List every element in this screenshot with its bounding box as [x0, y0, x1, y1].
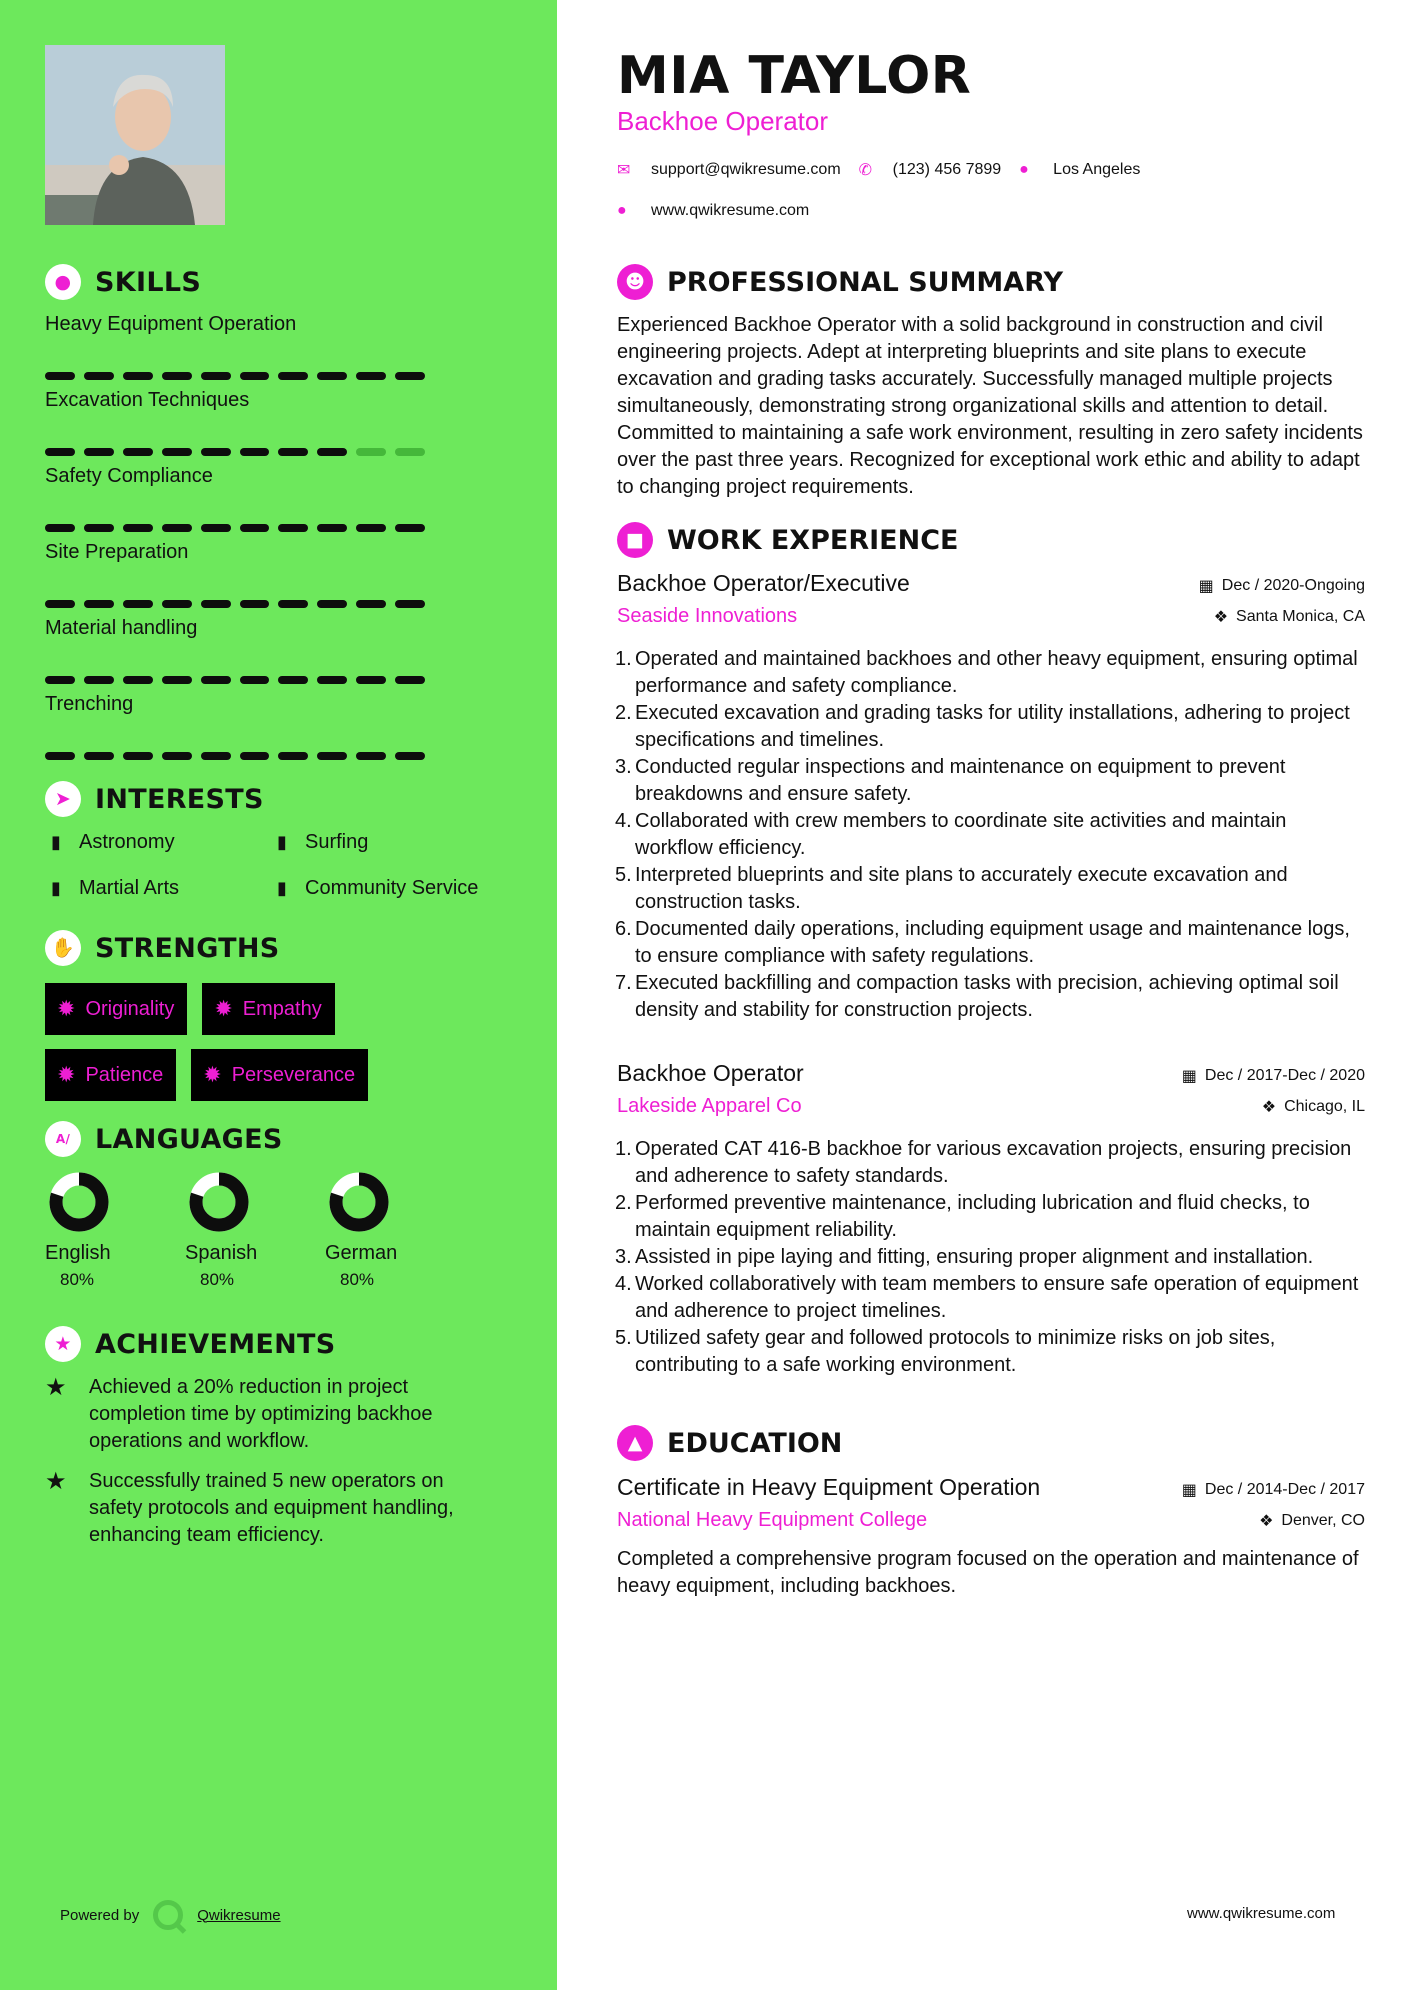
skill-name: Material handling: [45, 617, 198, 639]
contact-location: Los Angeles: [1053, 161, 1141, 178]
skill-level-segment: [162, 600, 192, 608]
interest-label: Community Service: [305, 876, 479, 899]
achievements-title: ACHIEVEMENTS: [95, 1328, 336, 1360]
skill-level-segment: [356, 372, 386, 380]
skill-level-segment: [317, 600, 347, 608]
job-dates-text: Dec / 2017-Dec / 2020: [1204, 1067, 1365, 1084]
skill-level-segment: [201, 600, 231, 608]
skill-level-segment: [395, 524, 425, 532]
skill-level-segment: [45, 752, 75, 760]
qwikresume-logo-icon: [153, 1900, 183, 1930]
powered-by-label: Powered by: [60, 1906, 140, 1924]
education-location: [1259, 1511, 1365, 1531]
skill-level-segment: [240, 752, 270, 760]
calendar-icon: ▦: [1181, 1068, 1197, 1085]
pin-icon: ❖: [1261, 1099, 1277, 1116]
badge-burst-icon: ✹: [57, 1062, 76, 1087]
skill-item: [45, 690, 425, 760]
summary-title: PROFESSIONAL SUMMARY: [667, 266, 1064, 298]
summary-text: Experienced Backhoe Operator with a solid background in construction and civil engineering projects. Adept at interpreting blueprints and site plans to execute excavation and grading tasks accurately. Successfully managed multiple projects simultaneously, demonstrating strong organizational skills and attention to detail. Committed to maintaining a safe work environment, resulting in zero safety incidents over the past three years. Recognized for exceptional work ethic and ability to adapt to changing project requirements.: [617, 314, 1363, 498]
skill-level-segment: [356, 752, 386, 760]
skill-level-segment: [356, 448, 386, 456]
translate-icon: A/: [45, 1121, 81, 1157]
contact-phone[interactable]: (123) 456 7899: [892, 161, 1002, 178]
skill-level-segment: [317, 524, 347, 532]
skill-level-segment: [317, 752, 347, 760]
skill-level-segment: [395, 752, 425, 760]
contact-row: [617, 160, 1140, 180]
contact-website[interactable]: www.qwikresume.com: [651, 202, 810, 219]
experience-title: WORK EXPERIENCE: [667, 524, 959, 556]
badge-burst-icon: ✹: [57, 996, 76, 1021]
experience-heading: [617, 522, 958, 558]
interest-item: [271, 876, 501, 900]
skill-level-segment: [162, 676, 192, 684]
job-company: Seaside Innovations: [617, 605, 798, 627]
achievements-heading: [45, 1326, 336, 1362]
skill-level-segment: [84, 448, 114, 456]
skill-level-segment: [240, 448, 270, 456]
job-entry: [617, 1060, 1365, 1379]
strength-badge: [45, 983, 187, 1035]
job-dates: [1199, 576, 1365, 596]
powered-by: [60, 1900, 281, 1930]
job-bullet: 5. Utilized safety gear and followed protocols to minimize risks on job sites, contributing to a safe working environment.: [615, 1327, 1276, 1376]
job-bullet: 3. Conducted regular inspections and maintenance on equipment to prevent breakdowns and ensure safety.: [615, 756, 1286, 805]
interest-item: [45, 830, 271, 854]
skill-item: [45, 538, 425, 608]
skill-level-segment: [123, 524, 153, 532]
language-item: [325, 1170, 465, 1290]
skill-level-segment: [278, 372, 308, 380]
skill-level-segment: [123, 676, 153, 684]
strength-label: Empathy: [242, 997, 322, 1020]
briefcase-icon: ■: [617, 522, 653, 558]
strengths-heading: [45, 930, 280, 966]
skill-level-segment: [201, 524, 231, 532]
language-name: German: [325, 1242, 398, 1264]
education-degree: Certificate in Heavy Equipment Operation: [617, 1474, 1041, 1500]
skill-level-segment: [84, 676, 114, 684]
phone-icon: ✆: [858, 162, 873, 179]
skill-level-segment: [201, 448, 231, 456]
interests-list: [45, 830, 505, 900]
skill-level-segment: [123, 448, 153, 456]
language-donut: [47, 1170, 111, 1234]
skill-level-segment: [84, 752, 114, 760]
skill-level-segment: [395, 600, 425, 608]
language-level: 80%: [60, 1270, 95, 1289]
strength-badge: [191, 1049, 368, 1101]
job-bullets: [617, 1136, 1365, 1379]
skill-level-segment: [278, 600, 308, 608]
education-dates-text: Dec / 2014-Dec / 2017: [1204, 1481, 1365, 1498]
language-level: 80%: [340, 1270, 375, 1289]
skill-level-segment: [395, 676, 425, 684]
job-location: [1262, 1097, 1365, 1117]
job-bullet: 2. Executed excavation and grading tasks for utility installations, adhering to project specifications and timelines.: [615, 702, 1350, 751]
lightbulb-icon: ●: [45, 264, 81, 300]
education-dates: [1182, 1480, 1365, 1500]
skill-level-bar: [45, 676, 425, 684]
interest-item: [271, 830, 501, 854]
skill-level-bar: [45, 372, 425, 380]
language-level: 80%: [200, 1270, 235, 1289]
website-row: [617, 202, 809, 220]
achievement-item: [45, 1374, 475, 1455]
job-bullet: 6. Documented daily operations, including equipment usage and maintenance logs, to ensure compliance with safety regulations.: [615, 918, 1350, 967]
star-icon: ★: [45, 1326, 81, 1362]
shooting-star-icon: ★: [45, 1374, 67, 1401]
languages-list: [45, 1170, 465, 1290]
skill-level-segment: [201, 676, 231, 684]
languages-heading: [45, 1121, 283, 1157]
skill-level-bar: [45, 524, 425, 532]
skill-level-segment: [356, 600, 386, 608]
candidate-name: MIA TAYLOR: [617, 46, 972, 106]
profile-photo-illustration: [45, 45, 225, 225]
interests-heading: [45, 781, 264, 817]
job-title: Backhoe Operator/Executive: [617, 570, 910, 596]
skill-name: Site Preparation: [45, 541, 189, 563]
paper-plane-icon: ➤: [45, 781, 81, 817]
job-bullet: 4. Worked collaboratively with team members to ensure safe operation of equipment and adherence to project timelines.: [615, 1273, 1359, 1322]
book-icon: ▮: [277, 831, 287, 852]
skill-level-segment: [240, 372, 270, 380]
skill-item: [45, 614, 425, 684]
interest-item: [45, 876, 271, 900]
job-bullet: 4. Collaborated with crew members to coordinate site activities and maintain workflow efficiency.: [615, 810, 1287, 859]
strengths-title: STRENGTHS: [95, 932, 280, 964]
job-location: [1214, 607, 1365, 627]
job-dates-text: Dec / 2020-Ongoing: [1221, 577, 1365, 594]
language-donut: [187, 1170, 251, 1234]
location-pin-icon: ●: [1019, 161, 1029, 178]
badge-burst-icon: ✹: [214, 996, 233, 1021]
skills-heading: [45, 264, 201, 300]
achievement-item: [45, 1468, 475, 1549]
skill-level-bar: [45, 752, 425, 760]
language-name: English: [45, 1242, 111, 1264]
skill-level-segment: [84, 372, 114, 380]
strength-badge: [45, 1049, 176, 1101]
job-company: Lakeside Apparel Co: [617, 1095, 802, 1117]
shooting-star-icon: ★: [45, 1468, 67, 1495]
strength-label: Perseverance: [231, 1063, 356, 1086]
skill-level-segment: [278, 752, 308, 760]
qwikresume-link[interactable]: Qwikresume: [197, 1906, 281, 1924]
language-donut: [327, 1170, 391, 1234]
skill-level-segment: [45, 524, 75, 532]
skill-level-segment: [395, 448, 425, 456]
education-heading: [617, 1425, 842, 1461]
education-school: National Heavy Equipment College: [617, 1509, 928, 1531]
skill-name: Safety Compliance: [45, 465, 213, 487]
achievement-text: Achieved a 20% reduction in project completion time by optimizing backhoe operations and workflow.: [89, 1376, 433, 1452]
strength-label: Patience: [85, 1063, 164, 1086]
job-bullet: 7. Executed backfilling and compaction tasks with precision, achieving optimal soil density and stability for construction projects.: [615, 972, 1339, 1021]
skill-level-segment: [240, 676, 270, 684]
job-location-text: Chicago, IL: [1284, 1098, 1365, 1115]
fist-icon: ✋: [45, 930, 81, 966]
skill-level-segment: [123, 752, 153, 760]
skill-item: [45, 310, 425, 380]
job-location-text: Santa Monica, CA: [1236, 608, 1365, 625]
skill-level-segment: [201, 372, 231, 380]
language-name: Spanish: [185, 1242, 258, 1264]
skill-level-segment: [45, 676, 75, 684]
contact-email[interactable]: support@qwikresume.com: [651, 161, 841, 178]
skill-item: [45, 386, 425, 456]
globe-icon: ●: [617, 202, 627, 219]
skill-item: [45, 462, 425, 532]
skill-level-segment: [240, 524, 270, 532]
user-icon: ☻: [617, 264, 653, 300]
language-item: [45, 1170, 185, 1290]
skill-level-segment: [162, 448, 192, 456]
interest-label: Astronomy: [79, 830, 175, 853]
graduation-cap-icon: ▲: [617, 1425, 653, 1461]
skill-level-segment: [123, 600, 153, 608]
skill-level-segment: [201, 752, 231, 760]
job-bullet: 5. Interpreted blueprints and site plans to accurately execute excavation and construction tasks.: [615, 864, 1288, 913]
candidate-role: Backhoe Operator: [617, 106, 829, 136]
skill-level-segment: [278, 448, 308, 456]
book-icon: ▮: [51, 831, 61, 852]
footer-url[interactable]: www.qwikresume.com: [1187, 1905, 1336, 1922]
pin-icon: ❖: [1213, 609, 1229, 626]
job-bullet: 3. Assisted in pipe laying and fitting, ensuring proper alignment and installation.: [615, 1246, 1314, 1268]
job-bullet: 2. Performed preventive maintenance, including lubrication and fluid checks, to maintain equipment reliability.: [615, 1192, 1310, 1241]
email-icon: ✉: [617, 162, 631, 179]
calendar-icon: ▦: [1198, 578, 1214, 595]
skill-name: Excavation Techniques: [45, 389, 250, 411]
calendar-icon: ▦: [1181, 1482, 1197, 1499]
book-icon: ▮: [51, 877, 61, 898]
strength-badge: [202, 983, 334, 1035]
strength-label: Originality: [85, 997, 175, 1020]
skill-level-segment: [278, 676, 308, 684]
job-title: Backhoe Operator: [617, 1060, 804, 1086]
skill-level-segment: [123, 372, 153, 380]
job-dates: [1182, 1066, 1365, 1086]
strengths-list: [45, 983, 525, 1115]
skill-level-bar: [45, 448, 425, 456]
interests-title: INTERESTS: [95, 783, 264, 815]
skill-level-segment: [45, 372, 75, 380]
skill-level-segment: [84, 600, 114, 608]
skill-level-segment: [395, 372, 425, 380]
badge-burst-icon: ✹: [203, 1062, 222, 1087]
skill-level-segment: [240, 600, 270, 608]
pin-icon: ❖: [1259, 1513, 1274, 1530]
job-entry: [617, 570, 1365, 1024]
education-description: Completed a comprehensive program focused on the operation and maintenance of heavy equipment, including backhoes.: [617, 1548, 1359, 1597]
summary-heading: [617, 264, 1063, 300]
book-icon: ▮: [277, 877, 287, 898]
skill-level-segment: [45, 448, 75, 456]
skill-level-segment: [356, 676, 386, 684]
job-bullet: 1. Operated CAT 416-B backhoe for various excavation projects, ensuring precision and adherence to safety standards.: [615, 1138, 1352, 1187]
skill-level-segment: [45, 600, 75, 608]
job-bullets: [617, 646, 1365, 1024]
skill-level-segment: [317, 372, 347, 380]
skill-name: Trenching: [45, 693, 134, 715]
job-bullet: 1. Operated and maintained backhoes and other heavy equipment, ensuring optimal performance and safety compliance.: [615, 648, 1358, 697]
achievement-text: Successfully trained 5 new operators on safety protocols and equipment handling, enhancing team efficiency.: [89, 1470, 454, 1546]
interest-label: Martial Arts: [79, 876, 180, 899]
education-title: EDUCATION: [667, 1427, 843, 1459]
skill-name: Heavy Equipment Operation: [45, 313, 297, 335]
language-item: [185, 1170, 325, 1290]
skill-level-segment: [278, 524, 308, 532]
skill-level-segment: [317, 676, 347, 684]
skill-level-segment: [162, 752, 192, 760]
sidebar: [0, 0, 557, 1990]
interest-label: Surfing: [305, 830, 369, 853]
profile-photo: [45, 45, 225, 225]
education-location-text: Denver, CO: [1281, 1512, 1365, 1529]
education-entry: [617, 1474, 1365, 1600]
skill-level-segment: [84, 524, 114, 532]
skill-level-segment: [162, 524, 192, 532]
skill-level-segment: [317, 448, 347, 456]
languages-title: LANGUAGES: [95, 1123, 283, 1155]
skill-level-segment: [162, 372, 192, 380]
skill-level-segment: [356, 524, 386, 532]
skill-level-bar: [45, 600, 425, 608]
skills-title: SKILLS: [95, 266, 202, 298]
